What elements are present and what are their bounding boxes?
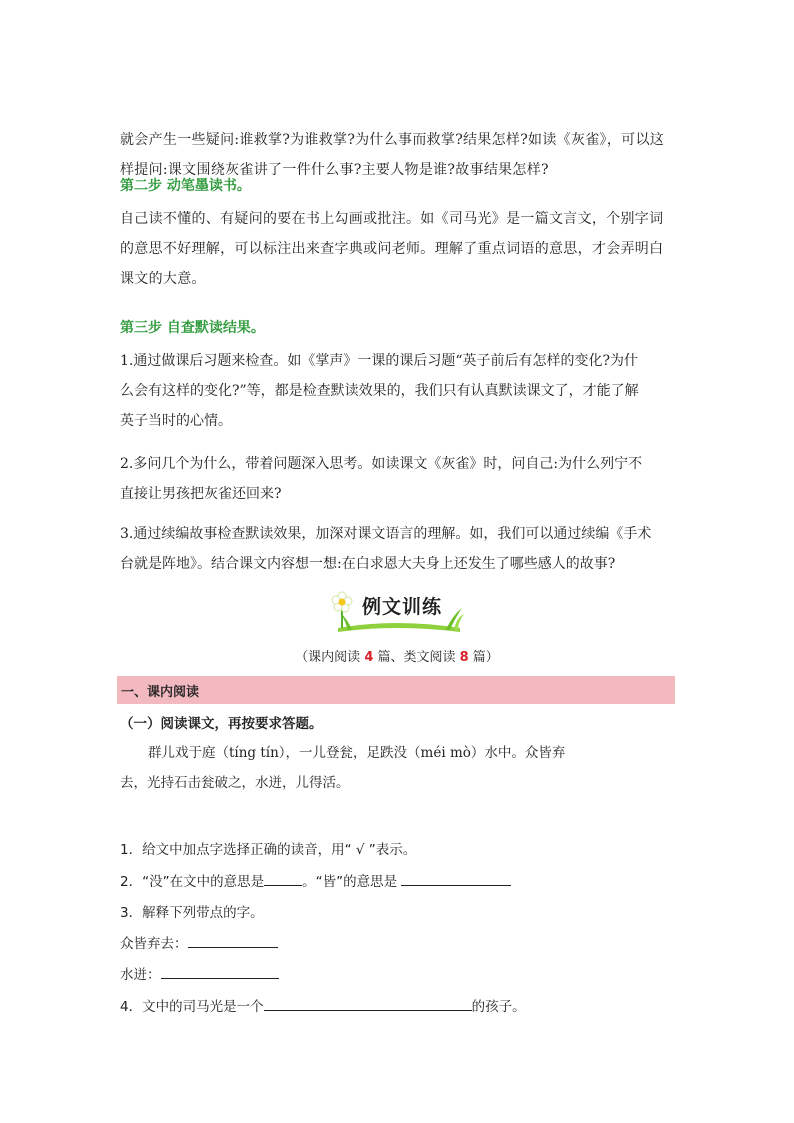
step-3-heading: 第三步 自查默读结果。 xyxy=(120,320,265,336)
question-4-part-b: 的孩子。 xyxy=(471,999,526,1015)
step-3-item-2-line-1: 2.多问几个为什么，带着问题深入思考。如读课文《灰雀》时，问自己:为什么列宁不 xyxy=(120,456,643,472)
step-3-item-1-line-1: 1.通过做课后习题来检查。如《掌声》一课的课后习题“英子前后有怎样的变化?为什 xyxy=(120,353,639,369)
section-header-bar xyxy=(117,676,675,704)
subtitle-middle: 篇、类文阅读 xyxy=(373,650,460,665)
step-2-line-2: 的意思不好理解，可以标注出来查字典或问老师。理解了重点词语的意思，才会弄明白 xyxy=(120,241,664,257)
section-title: 一、课内阅读 xyxy=(121,685,200,700)
question-4 xyxy=(120,995,526,1015)
answer-blank-qi-qu[interactable] xyxy=(188,934,278,948)
step-2-line-1: 自己读不懂的、有疑问的要在书上勾画或批注。如《司马光》是一篇文言文，个别字词 xyxy=(120,211,664,227)
step-3-item-3-line-2: 台就是阵地》。结合课文内容想一想:在白求恩大夫身上还发生了哪些感人的故事? xyxy=(120,556,616,572)
step-2-line-3: 课文的大意。 xyxy=(120,271,206,287)
step-3-item-1-line-3: 英子当时的心情。 xyxy=(120,413,232,429)
similar-reading-count: 8 xyxy=(459,650,469,665)
question-1: 1．给文中加点字选择正确的读音，用“ √ ”表示。 xyxy=(120,842,417,858)
subtitle-suffix: 篇） xyxy=(468,650,499,665)
question-2 xyxy=(120,870,511,890)
question-2-part-a: 2．“没”在文中的意思是 xyxy=(120,874,265,890)
intro-line-2: 样提问:课文围绕灰雀讲了一件什么事?主要人物是谁?故事结果怎样? xyxy=(120,162,549,178)
step-3-item-1 xyxy=(120,346,676,436)
passage-line-1: 群儿戏于庭（tíng tín），一儿登瓮，足跌没（méi mò）水中。众皆弃 xyxy=(148,745,566,761)
answer-blank-jie[interactable] xyxy=(401,872,511,886)
step-3-item-2-line-2: 直接让男孩把灰雀还回来? xyxy=(120,486,282,502)
classical-passage xyxy=(120,738,676,798)
step-3-item-3 xyxy=(120,519,676,579)
step-3-item-1-line-2: 么会有这样的变化?”等，都是检查默读效果的，我们只有认真默读课文了，才能了解 xyxy=(120,383,639,399)
question-4-part-a: 4．文中的司马光是一个 xyxy=(120,999,264,1015)
answer-blank-mei[interactable] xyxy=(264,872,302,886)
intro-line-1: 就会产生一些疑问:谁救掌?为谁救掌?为什么事而救掌?结果怎样?如读《灰雀》，可以这 xyxy=(120,132,665,148)
in-class-reading-count: 4 xyxy=(364,650,374,665)
question-3-item-b xyxy=(120,963,279,983)
question-3-item-a xyxy=(120,932,278,952)
banner-title: 例文训练 xyxy=(362,596,443,618)
question-3-item-b-label: 水迸： xyxy=(120,967,161,983)
question-3-item-a-label: 众皆弃去： xyxy=(120,936,188,952)
step-2-heading: 第二步 动笔墨读书。 xyxy=(120,178,251,194)
subtitle-prefix: （课内阅读 xyxy=(295,650,365,665)
passage-line-2: 去，光持石击瓮破之，水迸，儿得活。 xyxy=(120,775,350,791)
answer-blank-sima-guang[interactable] xyxy=(264,997,472,1011)
step-3-item-2 xyxy=(120,449,676,509)
question-3: 3．解释下列带点的字。 xyxy=(120,905,264,921)
step-2-paragraph xyxy=(120,204,676,294)
answer-blank-beng[interactable] xyxy=(161,965,279,979)
example-training-banner xyxy=(328,588,464,634)
question-group-heading: （一）阅读课文，再按要求答题。 xyxy=(120,716,323,732)
question-2-part-b: 。“皆”的意思是 xyxy=(302,874,402,890)
step-3-item-3-line-1: 3.通过续编故事检查默读效果，加深对课文语言的理解。如，我们可以通过续编《手术 xyxy=(120,526,652,542)
reading-count-subtitle xyxy=(0,646,794,665)
